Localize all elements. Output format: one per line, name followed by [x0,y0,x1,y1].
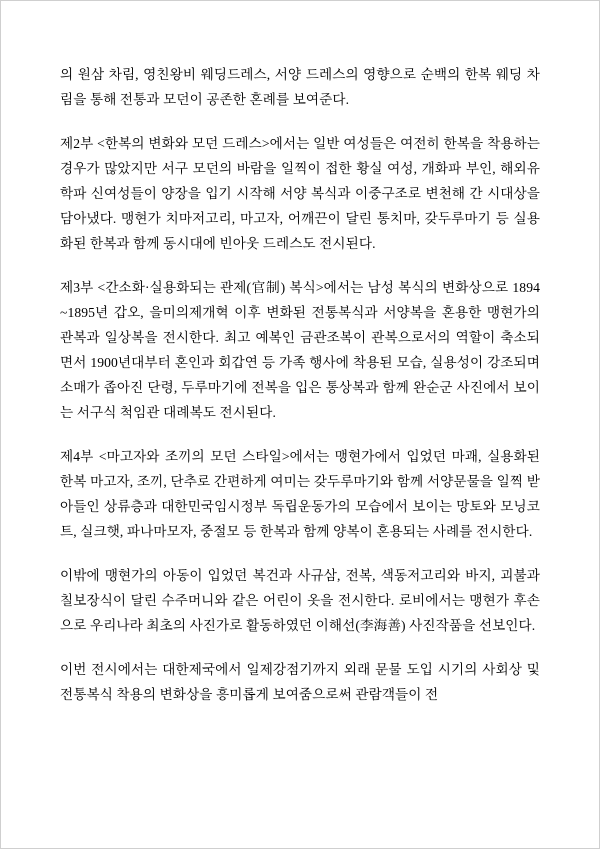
paragraph: 제4부 <마고자와 조끼의 모던 스타일>에서는 맹현가에서 입었던 마괘, 실용화된 한복 마고자, 조끼, 단추로 간편하게 여미는 갖두루마기와 함께 서양문물을 일찍 받아들인 상류층과 대한민국임시정부 독립운동가의 모습에서 보이는 망토와 모닝코트, 실크햇, 파나마모자, 중절모 등 한복과 함께 양복이 혼용되는 사례를 전시한다. [60,449,540,539]
paragraph: 의 원삼 차림, 영친왕비 웨딩드레스, 서양 드레스의 영향으로 순백의 한복 웨딩 차림을 통해 전통과 모던이 공존한 혼례를 보여준다. [60,67,540,107]
paragraph: 제3부 <간소화·실용화되는 관제(官制) 복식>에서는 남성 복식의 변화상으로 1894~1895년 갑오, 을미의제개혁 이후 변화된 전통복식과 서양복을 혼용한 맹현가의 관복과 일상복을 전시한다. 최고 예복인 금관조복이 관복으로서의 역할이 축소되면서 1900년대부터 혼인과 회갑연 등 가족 행사에 착용된 모습, 실용성이 강조되며 소매가 좁아진 단령, 두루마기에 전복을 입은 통상복과 함께 완순군 사진에서 보이는 서구식 척임관 대례복도 전시된다. [60,280,540,420]
paragraph: 제2부 <한복의 변화와 모던 드레스>에서는 일반 여성들은 여전히 한복을 착용하는 경우가 많았지만 서구 모던의 바람을 일찍이 접한 황실 여성, 개화파 부인, 해외유학파 신여성들이 양장을 입기 시작해 서양 복식과 이중구조로 변천해 간 시대상을 담아냈다. 맹현가 치마저고리, 마고자, 어깨끈이 달린 통치마, 갖두루마기 등 실용화된 한복과 함께 동시대에 빈아웃 드레스도 전시된다. [60,136,540,251]
document-body [60,62,540,707]
paragraph: 이번 전시에서는 대한제국에서 일제강점기까지 외래 문물 도입 시기의 사회상 및 전통복식 착용의 변화상을 흥미롭게 보여줌으로써 관람객들이 전 [60,662,540,702]
paragraph: 이밖에 맹현가의 아동이 입었던 복건과 사규삼, 전복, 색동저고리와 바지, 괴불과 칠보장식이 달린 수주머니와 같은 어린이 옷을 전시한다. 로비에서는 맹현가 후손으로 우리나라 최초의 사진가로 활동하였던 이해선(李海善) 사진작품을 선보인다. [60,568,540,633]
